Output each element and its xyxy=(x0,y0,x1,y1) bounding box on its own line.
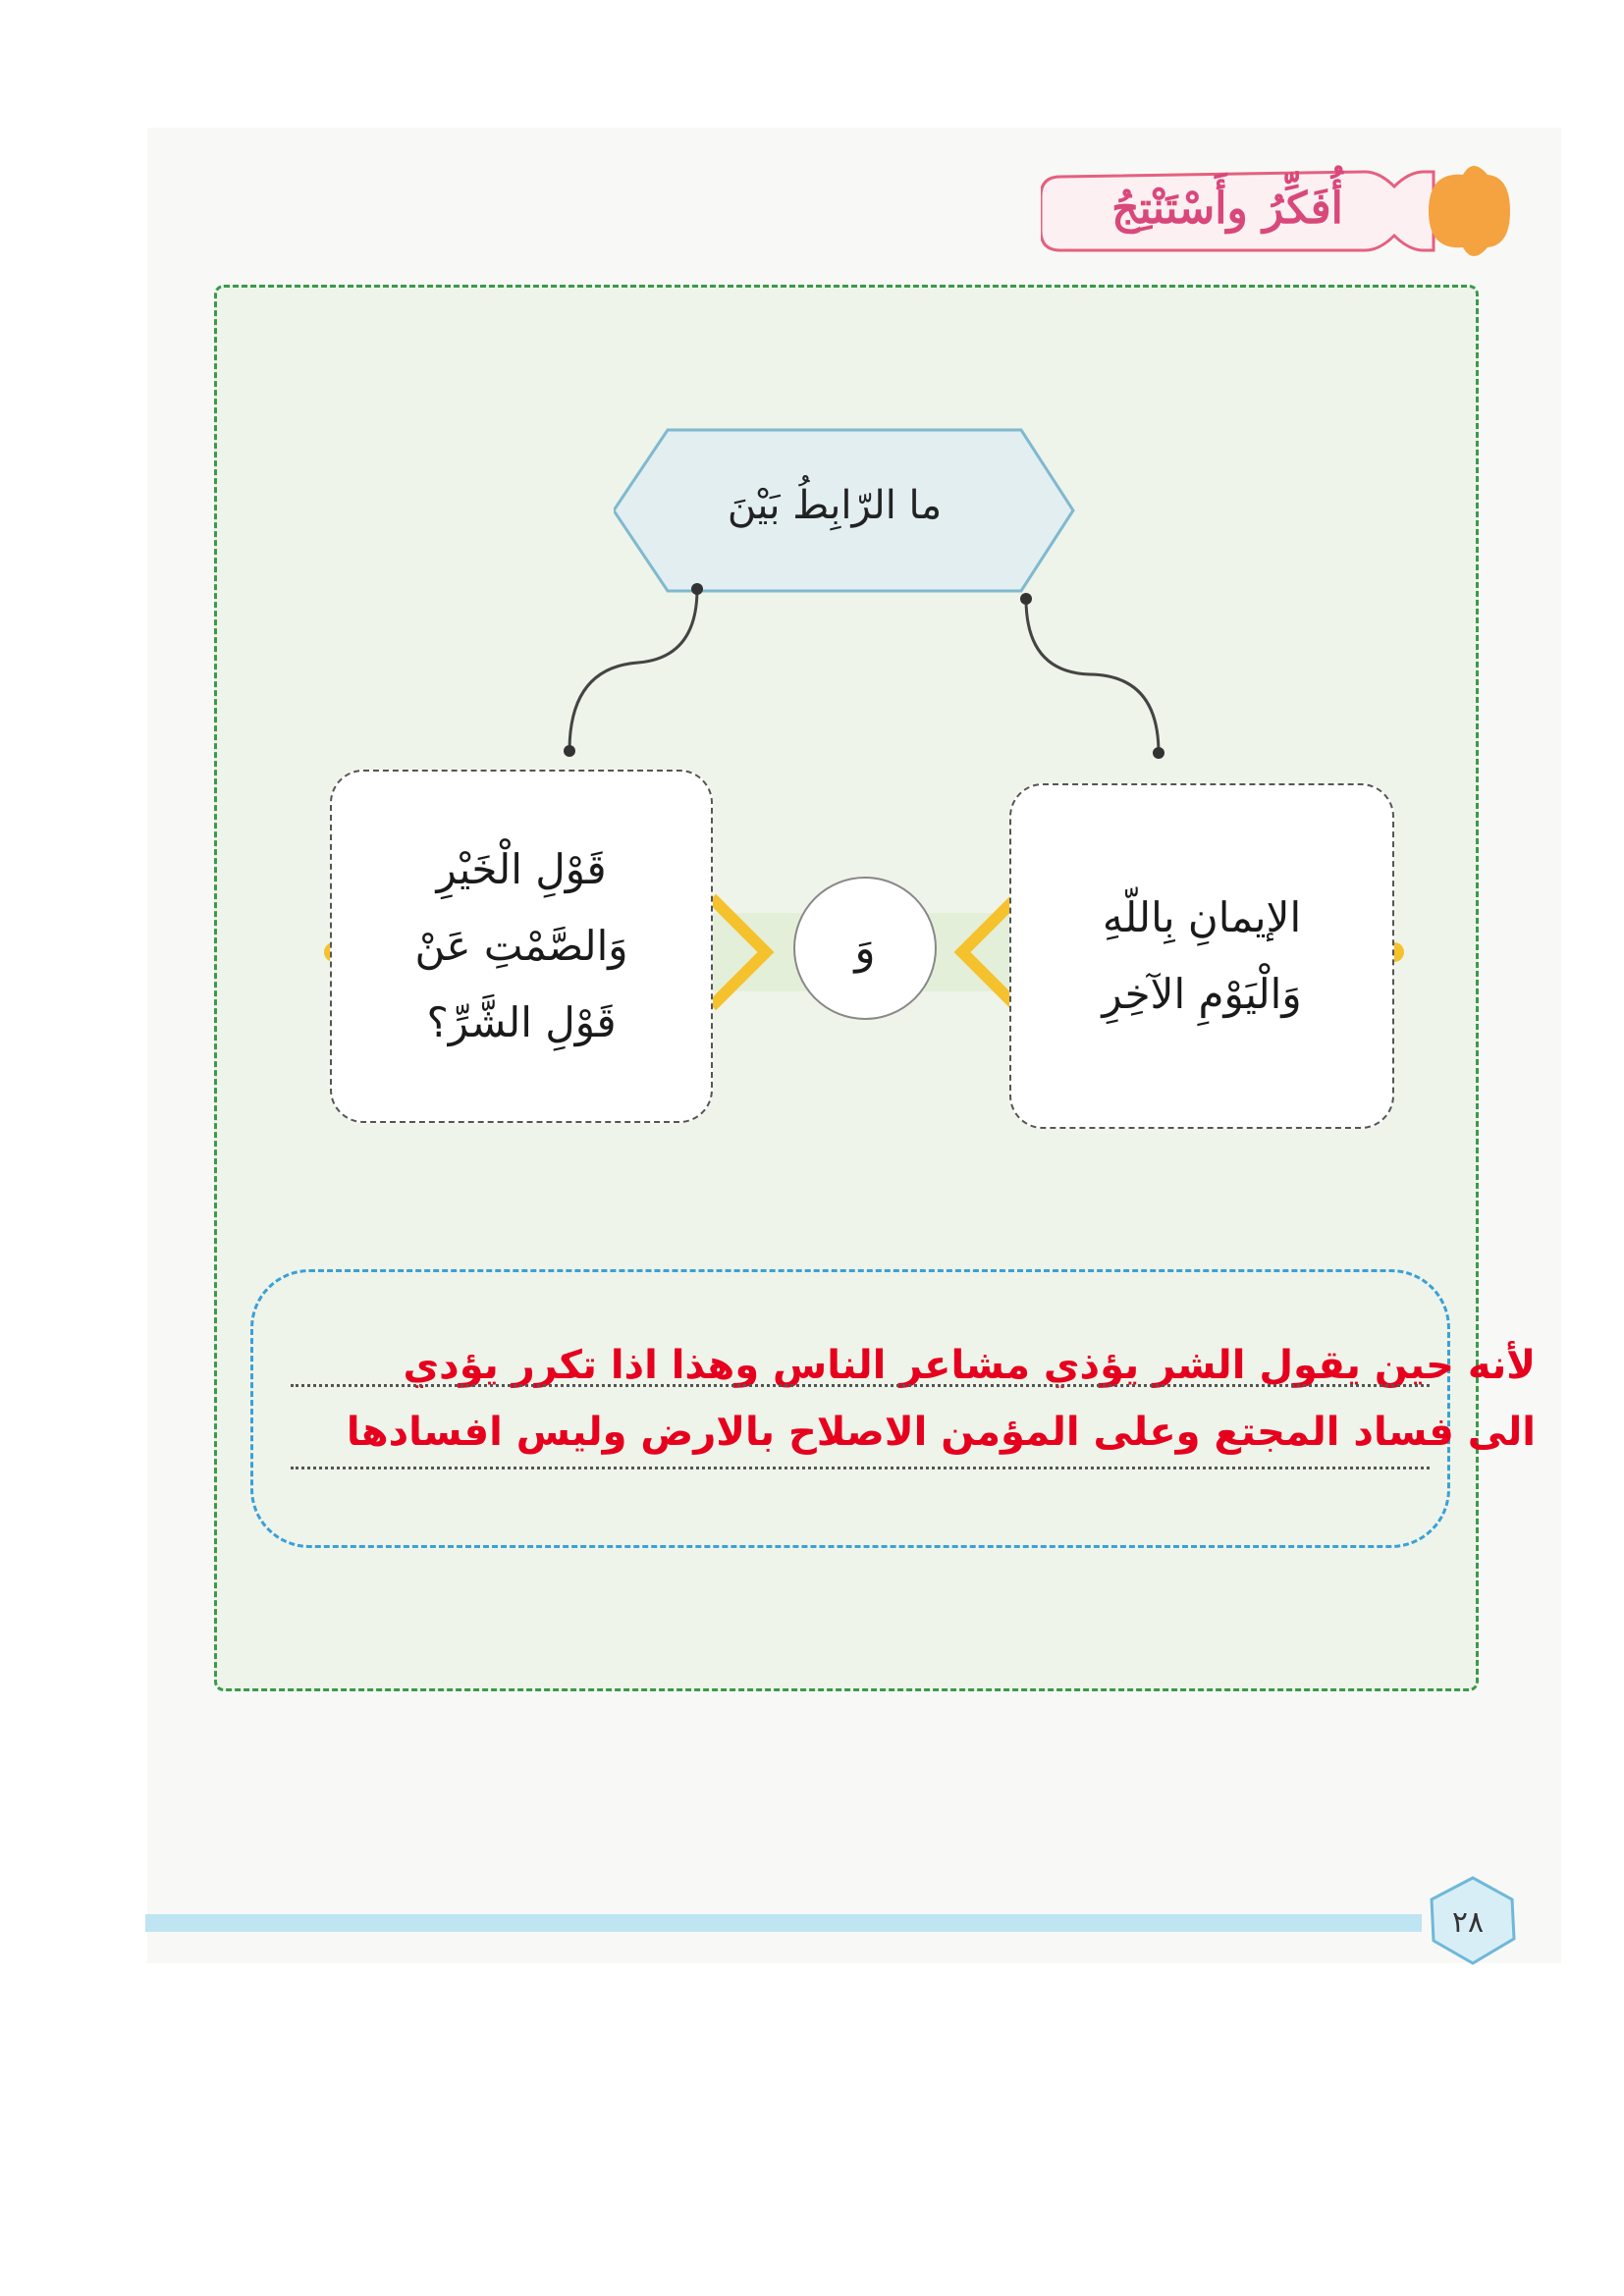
left-card xyxy=(330,770,713,1123)
badge-ornament-icon xyxy=(1429,166,1510,256)
answer-dotted-line-2 xyxy=(291,1467,1430,1469)
left-card-line-1: قَوْلِ الْخَيْرِ xyxy=(436,845,607,893)
footer-bar xyxy=(145,1914,1422,1932)
right-card-line-1: الإيمانِ بِاللّهِ xyxy=(1102,893,1302,941)
right-card xyxy=(1009,783,1394,1129)
and-connector: وَ xyxy=(793,877,937,1020)
right-card-line-2: وَالْيَوْمِ الآخِرِ xyxy=(1102,970,1302,1018)
connector-lines xyxy=(530,579,1198,766)
answer-line-2: الى فساد المجتع وعلى المؤمن الاصلاح بالارض وليس افسادها xyxy=(346,1410,1536,1455)
answer-dotted-line-1 xyxy=(291,1384,1430,1387)
page-number: ٢٨ xyxy=(1451,1904,1485,1940)
left-card-line-2: وَالصَّمْتِ عَنْ xyxy=(414,922,628,970)
question-label: ما الرّابِطُ بَيْنَ xyxy=(727,483,943,528)
left-card-line-3: قَوْلِ الشَّرِّ؟ xyxy=(426,998,617,1046)
answer-line-1: لأنه حين يقول الشر يؤذي مشاعر الناس وهذا اذا تكرر يؤدي xyxy=(403,1343,1536,1388)
section-title: أُفَكِّرُ وأَسْتَنْتِجُ xyxy=(1111,184,1343,234)
